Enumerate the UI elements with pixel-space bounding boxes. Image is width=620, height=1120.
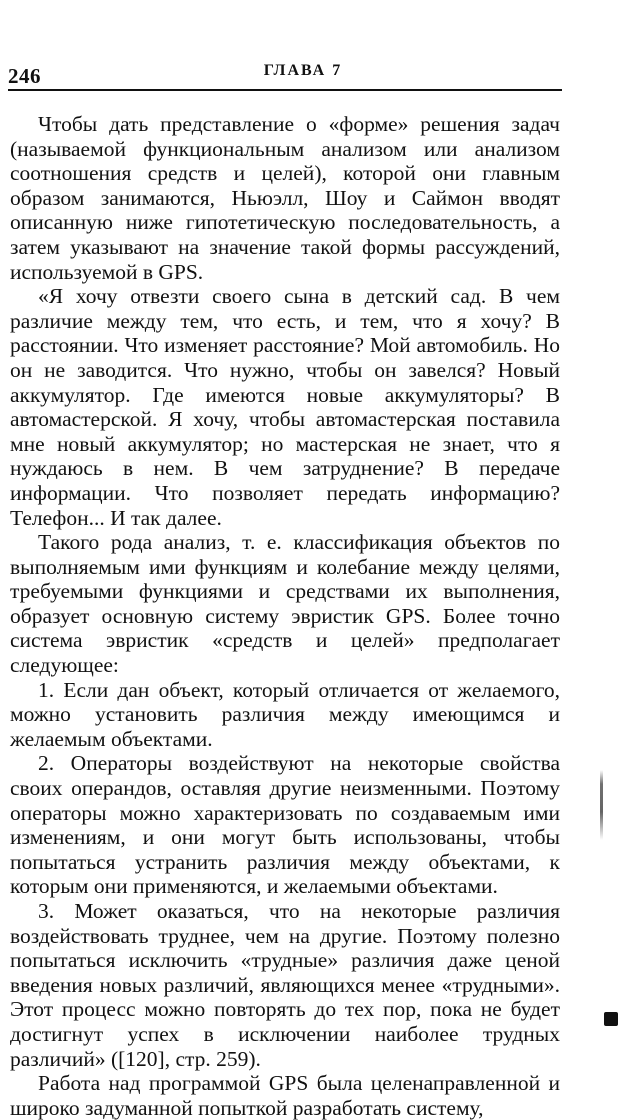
page-header: [8, 60, 558, 86]
page-number: 246: [8, 64, 41, 88]
paragraph-closing: Работа над программой GPS была целенаправленной и широко задуманной попыткой разработать систему,: [10, 1071, 560, 1120]
chapter-title: ГЛАВА 7: [263, 62, 343, 79]
paragraph-item-3: 3. Может оказаться, что на некоторые различия воздействовать труднее, чем на другие. Поэтому полезно попытаться исключить «трудные» различия даже ценой введения новых различий, являющихся менее «трудными». Этот процесс можно повторять до тех пор, пока не будет достигнут успех в исключении наиболее трудных различий» ([120], стр. 259).: [10, 899, 560, 1071]
paragraph-intro: Чтобы дать представление о «форме» решения задач (называемой функциональным анализом или анализом соотношения средств и целей), которой они главным образом занимаются, Ньюэлл, Шоу и Саймон вводят описанную ниже гипотетическую последовательность, а затем указывают на значение такой формы рассуждений, используемой в GPS.: [10, 112, 560, 284]
margin-scan-artifact: [600, 770, 603, 840]
paragraph-analysis: Такого рода анализ, т. е. классификация объектов по выполняемым ими функциям и колебание между целями, требуемыми функциями и средствами их выполнения, образует основную систему эвристик GPS. Более точно система эвристик «средств и целей» предполагает следующее:: [10, 530, 560, 678]
header-rule: [8, 89, 562, 91]
corner-scan-artifact: [604, 1012, 618, 1026]
paragraph-item-1: 1. Если дан объект, который отличается от желаемого, можно установить различия между имеющимся и желаемым объектами.: [10, 677, 560, 751]
body-text: [10, 112, 560, 1120]
paragraph-quote: «Я хочу отвезти своего сына в детский сад. В чем различие между тем, что есть, и тем, что я хочу? В расстоянии. Что изменяет расстояние? Мой автомобиль. Но он не заводится. Что нужно, чтобы он завелся? Новый аккумулятор. Где имеются новые аккумуляторы? В автомастерской. Я хочу, чтобы автомастерская поставила мне новый аккумулятор; но мастерская не знает, что я нуждаюсь в нем. В чем затруднение? В передаче информации. Что позволяет передать информацию? Телефон... И так далее.: [10, 284, 560, 530]
paragraph-item-2: 2. Операторы воздействуют на некоторые свойства своих операндов, оставляя другие неизменными. Поэтому операторы можно характеризовать по создаваемым ими изменениям, и они могут быть использованы, чтобы попытаться устранить различия между объектами, к которым они применяются, и желаемыми объектами.: [10, 751, 560, 899]
